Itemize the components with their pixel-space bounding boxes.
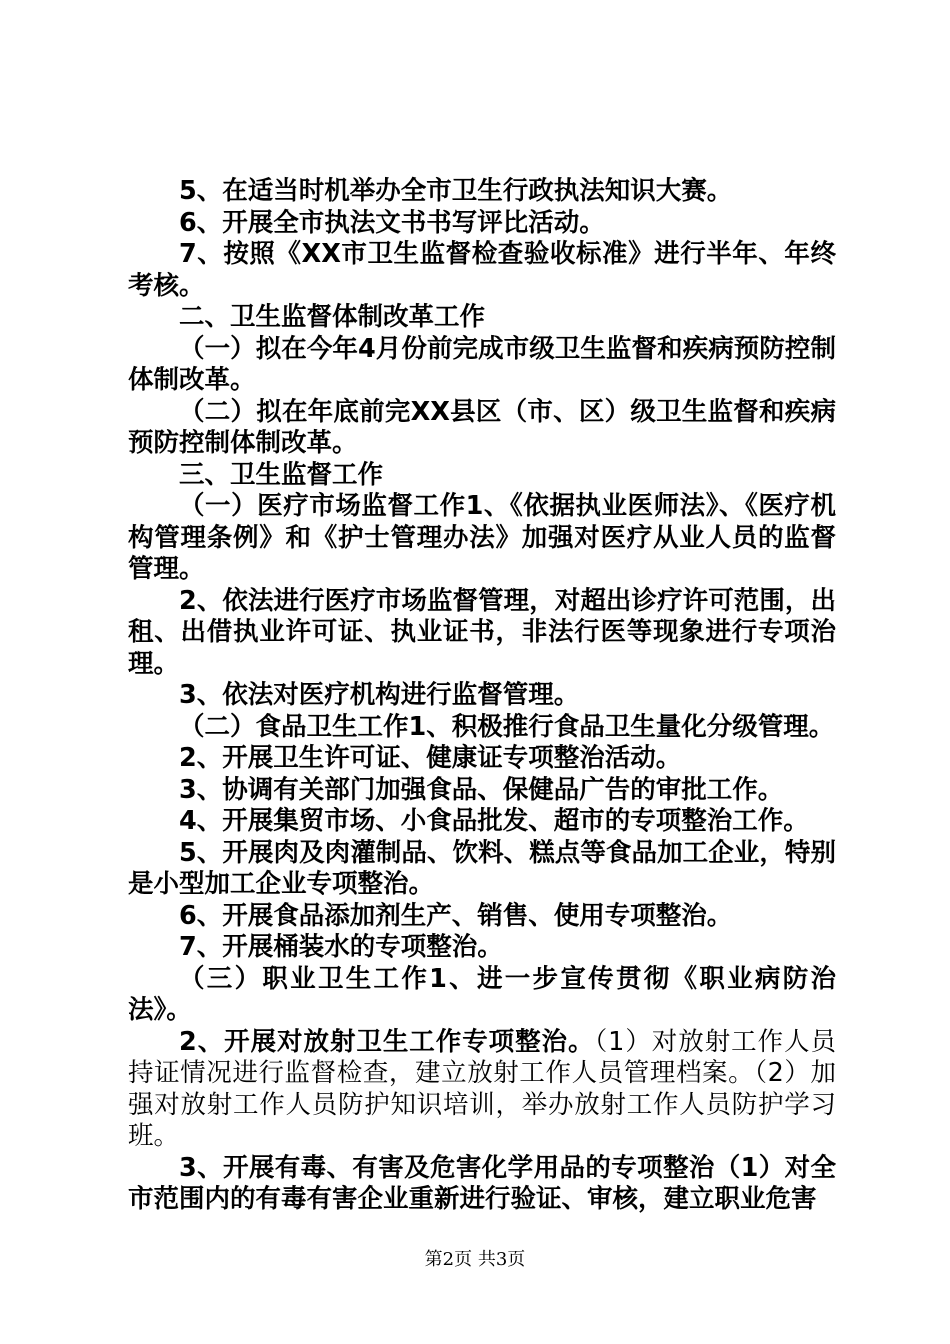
paragraph-medical-1: （一）医疗市场监督工作1、《依据执业医师法》、《医疗机构管理条例》和《护士管理办法》加强对医疗从业人员的监督管理。 <box>128 491 836 584</box>
section-heading-2: 二、卫生监督体制改革工作 <box>179 302 486 332</box>
paragraph-food-2: 2、开展卫生许可证、健康证专项整治活动。 <box>179 743 682 773</box>
paragraph-food-7: 7、开展桶装水的专项整治。 <box>179 932 503 962</box>
document-body <box>128 176 836 1216</box>
paragraph-subsection-2: （二）拟在年底前完XX县区（市、区）级卫生监督和疾病预防控制体制改革。 <box>128 396 836 458</box>
paragraph-occupational-3: 3、开展有毒、有害及危害化学用品的专项整治（1）对全市范围内的有毒有害企业重新进行验证、审核，建立职业危害 <box>128 1152 836 1214</box>
paragraph-item-6: 6、开展全市执法文书书写评比活动。 <box>179 207 605 238</box>
paragraph-food-3: 3、协调有关部门加强食品、保健品广告的审批工作。 <box>179 774 784 805</box>
paragraph-item-5: 5、在适当时机举办全市卫生行政执法知识大赛。 <box>179 176 733 206</box>
paragraph-occupational-2-detail: （1）对放射工作人员持证情况进行监督检查，建立放射工作人员管理档案。（2）加强对放射工作人员防护知识培训，举办放射工作人员防护学习班。 <box>128 1026 836 1151</box>
section-heading-3: 三、卫生监督工作 <box>179 459 384 490</box>
paragraph-medical-3: 3、依法对医疗机构进行监督管理。 <box>179 680 580 710</box>
paragraph-food-1: （二）食品卫生工作1、积极推行食品卫生量化分级管理。 <box>179 711 835 742</box>
paragraph-food-6: 6、开展食品添加剂生产、销售、使用专项整治。 <box>179 900 733 931</box>
paragraph-food-5: 5、开展肉及肉灌制品、饮料、糕点等食品加工企业，特别是小型加工企业专项整治。 <box>128 837 836 899</box>
paragraph-occupational-2-lead: 2、开展对放射卫生工作专项整治。 <box>179 1026 595 1057</box>
page-footer: 第2页 共3页 <box>424 1249 526 1270</box>
paragraph-subsection-1: （一）拟在今年4月份前完成市级卫生监督和疾病预防控制体制改革。 <box>128 333 836 395</box>
paragraph-food-4: 4、开展集贸市场、小食品批发、超市的专项整治工作。 <box>179 806 809 836</box>
paragraph-item-7: 7、按照《XX市卫生监督检查验收标准》进行半年、年终考核。 <box>128 239 836 301</box>
paragraph-occupational-1: （三）职业卫生工作1、进一步宣传贯彻《职业病防治法》。 <box>128 963 836 1025</box>
paragraph-occupational-2 <box>128 1027 836 1153</box>
paragraph-medical-2: 2、依法进行医疗市场监督管理，对超出诊疗许可范围，出租、出借执业许可证、执业证书，非法行医等现象进行专项治理。 <box>128 585 836 679</box>
